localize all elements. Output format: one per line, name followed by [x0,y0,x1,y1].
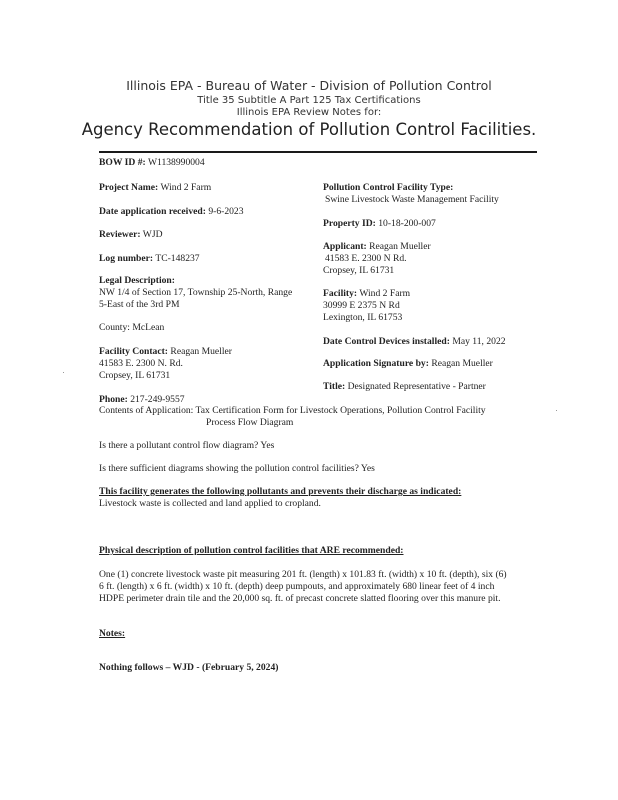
facility-contact-label: Facility Contact: [99,346,169,357]
county-value: McLean [132,322,165,333]
application-signature [323,358,493,370]
applicant-address-1: 41583 E. 2300 N Rd. [325,253,407,264]
project-name-label: Project Name: [99,182,159,193]
date-installed [323,336,506,348]
facility-contact-address-2: Cropsey, IL 61731 [99,370,171,381]
nothing-follows-footer: Nothing follows – WJD - (February 5, 2024) [99,662,279,673]
property-id [323,218,436,230]
question-sufficient-diagrams-answer: Yes [360,463,375,474]
date-installed-label: Date Control Devices installed: [323,336,450,347]
question-sufficient-diagrams-text: Is there sufficient diagrams showing the pollution control facilities? [99,463,359,474]
project-name [99,182,211,194]
phone-label: Phone: [99,394,128,405]
property-id-label: Property ID: [323,218,376,229]
question-flow-diagram [99,440,274,452]
county-label: County: [99,322,130,333]
facility [323,288,410,300]
signer-title-label: Title: [323,381,346,392]
facility-address-1: 30999 E 2375 N Rd [323,300,400,311]
notes-heading: Notes: [99,628,126,639]
applicant-label: Applicant: [323,241,367,252]
facility-type-label: Pollution Control Facility Type: [323,182,454,193]
page-title: Agency Recommendation of Pollution Control Facilities. [81,120,537,139]
log-number-value: TC-148237 [155,253,200,264]
header-divider [99,151,537,153]
project-name-value: Wind 2 Farm [160,182,212,193]
reviewer-label: Reviewer: [99,229,141,240]
facility-contact [99,346,232,358]
header-line-3: Illinois EPA Review Notes for: [236,107,382,118]
date-received [99,206,244,218]
date-received-value: 9-6-2023 [208,206,244,217]
facility-value: Wind 2 Farm [359,288,411,299]
physical-description-line-1: One (1) concrete livestock waste pit measuring 201 ft. (length) x 101.83 ft. (width) x 10 ft. (depth), six (6) [99,569,507,580]
facility-type-value: Swine Livestock Waste Management Facility [325,194,499,205]
facility-contact-address-1: 41583 E. 2300 N. Rd. [99,358,183,369]
applicant-address-2: Cropsey, IL 61731 [323,265,395,276]
application-signature-value: Reagan Mueller [431,358,493,369]
signer-title [323,381,486,393]
contents-line-2: Process Flow Diagram [206,417,294,428]
bow-id-value: W1138990004 [147,157,205,168]
signer-title-value: Designated Representative - Partner [347,381,486,392]
bow-id-label: BOW ID #: [99,157,146,168]
question-flow-diagram-answer: Yes [260,440,275,451]
legal-description-line-2: 5-East of the 3rd PM [99,299,180,310]
legal-description-label: Legal Description: [99,275,175,286]
log-number [99,253,200,265]
phone-value: 217-249-9557 [130,394,185,405]
header-line-1: Illinois EPA - Bureau of Water - Division of Pollution Control [126,78,492,93]
physical-description-line-3: HDPE perimeter drain tile and the 20,000 sq. ft. of precast concrete slatted flooring over this manure pit. [99,593,501,604]
question-sufficient-diagrams [99,463,375,475]
applicant [323,241,431,253]
header-line-2: Title 35 Subtitle A Part 125 Tax Certifications [197,95,421,106]
pollutants-heading: This facility generates the following pollutants and prevents their discharge as indicated: [99,486,462,497]
log-number-label: Log number: [99,253,154,264]
question-flow-diagram-text: Is there a pollutant control flow diagram? [99,440,259,451]
pollutants-body: Livestock waste is collected and land applied to cropland. [99,498,321,509]
property-id-value: 10-18-200-007 [378,218,436,229]
bow-id [99,157,205,169]
date-received-label: Date application received: [99,206,206,217]
reviewer-value: WJD [142,229,163,240]
facility-contact-value: Reagan Mueller [170,346,232,357]
legal-description-line-1: NW 1/4 of Section 17, Township 25-North, Range [99,287,293,298]
physical-description-heading: Physical description of pollution control facilities that ARE recommended: [99,545,404,556]
facility-address-2: Lexington, IL 61753 [323,312,403,323]
application-signature-label: Application Signature by: [323,358,429,369]
county [99,322,164,334]
contents-line-1: Contents of Application: Tax Certification Form for Livestock Operations, Pollution Control Facility [99,405,486,416]
applicant-value: Reagan Mueller [369,241,431,252]
scan-speck [556,410,557,411]
date-installed-value: May 11, 2022 [452,336,506,347]
facility-label: Facility: [323,288,358,299]
scan-speck [63,372,64,373]
physical-description-line-2: 6 ft. (length) x 6 ft. (width) x 10 ft. (depth) deep pumpouts, and approximately 680 linear feet of 4 inch [99,581,495,592]
reviewer [99,229,163,241]
